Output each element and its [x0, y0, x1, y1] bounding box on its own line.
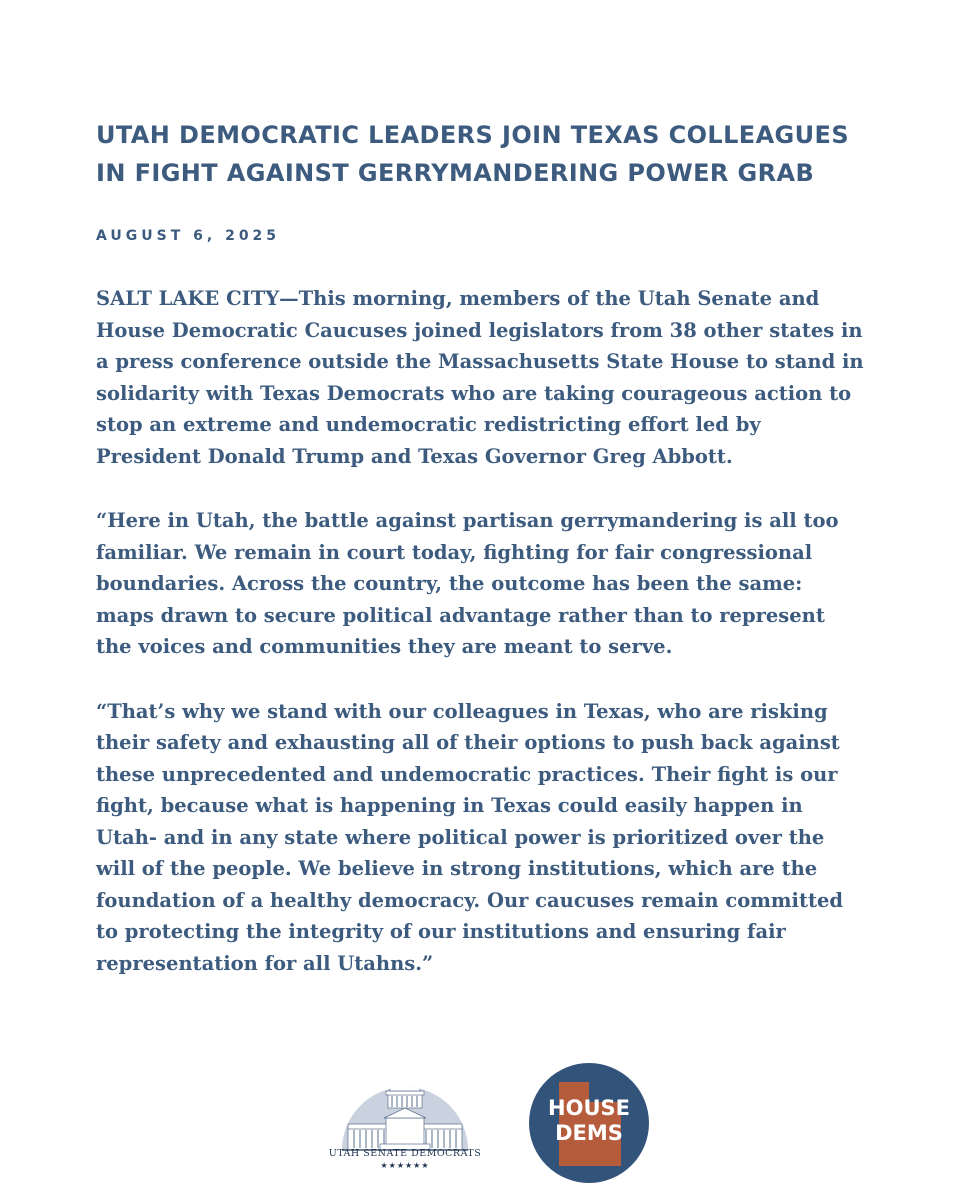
- paragraph-quote-2: “That’s why we stand with our colleagues in Texas, who are risking their safety and exhausting all of their options to push back against these unprecedented and undemocratic practices. Their fight is our fight, because what is happening in Texas could easily happen in Utah- and in any state where political power is prioritized over the will of the people. We believe in strong institutions, which are the foundation of a healthy democracy. Our caucuses remain committed to protecting the integrity of our institutions and ensuring fair representation for all Utahns.”: [96, 699, 843, 975]
- house-dems-line2: DEMS: [555, 1121, 623, 1145]
- house-dems-wordmark: [528, 1096, 650, 1146]
- senate-logo-stars: ★★★★★★: [380, 1161, 430, 1170]
- release-date: AUGUST 6, 2025: [96, 228, 281, 244]
- paragraph-quote-1: “Here in Utah, the battle against partisan gerrymandering is all too familiar. We remain in court today, fighting for fair congressional boundaries. Across the country, the outcome has been the same: maps drawn to secure political advantage rather than to represent the voices and communities they are meant to serve.: [96, 509, 839, 658]
- senate-logo-text: UTAH SENATE DEMOCRATS: [328, 1148, 482, 1159]
- release-body: [96, 283, 866, 1012]
- paragraph-intro: SALT LAKE CITY—This morning, members of the Utah Senate and House Democratic Caucuses joined legislators from 38 other states in a press conference outside the Massachusetts State House to stand in solidarity with Texas Democrats who are taking courageous action to stop an extreme and undemocratic redistricting effort led by President Donald Trump and Texas Governor Greg Abbott.: [96, 287, 864, 468]
- headline: UTAH DEMOCRATIC LEADERS JOIN TEXAS COLLEAGUES IN FIGHT AGAINST GERRYMANDERING POWER GRAB: [96, 121, 850, 187]
- footer-logos: [0, 1058, 960, 1188]
- house-dems-line1: HOUSE: [548, 1096, 630, 1120]
